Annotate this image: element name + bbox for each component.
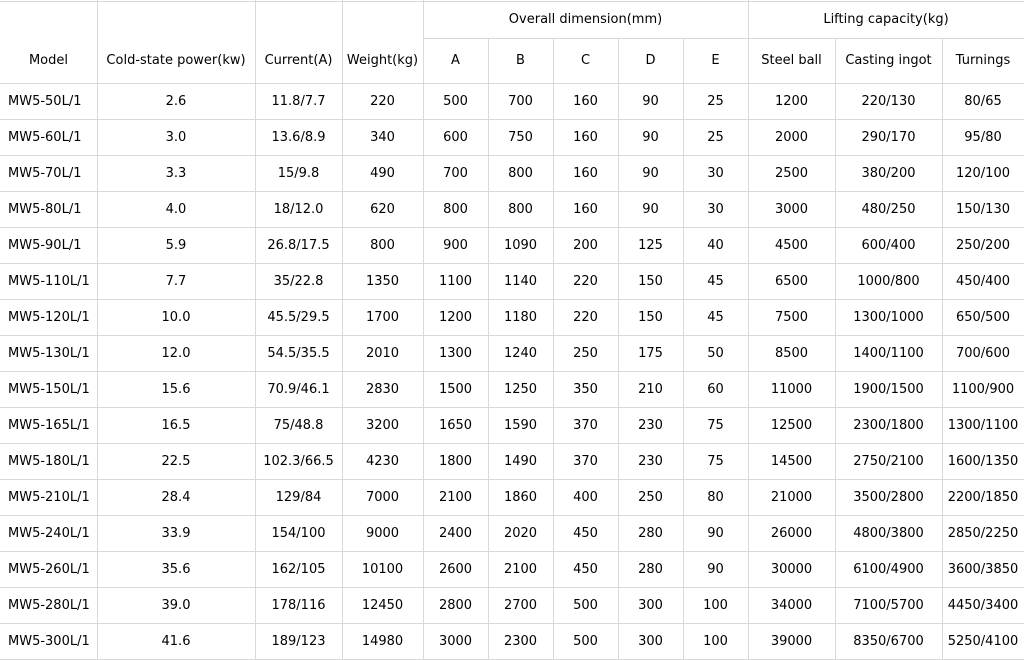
- table-cell: 13.6/8.9: [271, 129, 326, 145]
- grid-line: [0, 191, 1024, 192]
- model-cell: MW5-110L/1: [8, 273, 90, 289]
- table-cell: 250: [573, 345, 598, 361]
- table-cell: 3600/3850: [947, 561, 1019, 577]
- table-cell: 28.4: [161, 489, 191, 505]
- table-cell: 100: [703, 633, 728, 649]
- grid-line: [0, 623, 1024, 624]
- model-cell: MW5-210L/1: [8, 489, 90, 505]
- grid-line: [0, 155, 1024, 156]
- table-cell: 22.5: [161, 453, 191, 469]
- model-cell: MW5-50L/1: [8, 93, 82, 109]
- table-cell: 1200: [438, 309, 473, 325]
- table-cell: 162/105: [271, 561, 326, 577]
- table-cell: 1250: [503, 381, 538, 397]
- header-overall-dimension: Overall dimension(mm): [508, 11, 663, 27]
- grid-line: [835, 38, 836, 659]
- table-cell: 500: [443, 93, 468, 109]
- grid-line: [0, 587, 1024, 588]
- table-cell: 700: [508, 93, 533, 109]
- header-current: Current(A): [264, 53, 333, 68]
- grid-line: [942, 38, 943, 659]
- table-cell: 1600/1350: [947, 453, 1019, 469]
- table-cell: 480/250: [861, 201, 916, 217]
- grid-line: [0, 119, 1024, 120]
- table-cell: 650/500: [955, 309, 1010, 325]
- table-cell: 1400/1100: [853, 345, 924, 361]
- table-cell: 600: [443, 129, 468, 145]
- table-cell: 50: [707, 345, 724, 361]
- table-cell: 350: [573, 381, 598, 397]
- header-lifting-capacity: Lifting capacity(kg): [823, 11, 949, 27]
- table-cell: 1300: [438, 345, 473, 361]
- grid-line: [255, 0, 256, 659]
- table-cell: 3000: [774, 201, 809, 217]
- table-cell: 120/100: [955, 165, 1010, 181]
- table-cell: 15.6: [161, 381, 191, 397]
- table-cell: 900: [443, 237, 468, 253]
- table-cell: 300: [638, 633, 663, 649]
- table-cell: 12500: [770, 417, 813, 433]
- table-cell: 25: [707, 93, 724, 109]
- model-cell: MW5-90L/1: [8, 237, 82, 253]
- table-cell: 1700: [365, 309, 400, 325]
- table-cell: 2010: [365, 345, 400, 361]
- table-cell: 90: [707, 525, 724, 541]
- table-cell: 35/22.8: [273, 273, 324, 289]
- grid-line: [97, 0, 98, 659]
- grid-line: [0, 443, 1024, 444]
- table-cell: 33.9: [161, 525, 191, 541]
- table-cell: 600/400: [861, 237, 916, 253]
- table-cell: 80: [707, 489, 724, 505]
- header-dim-c: C: [580, 53, 591, 68]
- model-cell: MW5-60L/1: [8, 129, 82, 145]
- table-cell: 45.5/29.5: [267, 309, 330, 325]
- model-cell: MW5-280L/1: [8, 597, 90, 613]
- header-model: Model: [28, 53, 69, 68]
- table-cell: 60: [707, 381, 724, 397]
- table-cell: 230: [638, 453, 663, 469]
- table-cell: 154/100: [271, 525, 326, 541]
- table-cell: 8350/6700: [853, 633, 924, 649]
- table-cell: 160: [573, 165, 598, 181]
- table-cell: 200: [573, 237, 598, 253]
- table-cell: 70.9/46.1: [267, 381, 330, 397]
- table-cell: 2800: [438, 597, 473, 613]
- table-cell: 90: [642, 93, 659, 109]
- table-cell: 1140: [503, 273, 538, 289]
- table-cell: 370: [573, 417, 598, 433]
- table-cell: 5250/4100: [947, 633, 1019, 649]
- table-cell: 2300: [503, 633, 538, 649]
- table-cell: 129/84: [275, 489, 322, 505]
- table-cell: 30000: [770, 561, 813, 577]
- table-cell: 450: [573, 561, 598, 577]
- table-cell: 800: [370, 237, 395, 253]
- table-cell: 95/80: [964, 129, 1002, 145]
- header-power: Cold-state power(kw): [106, 53, 246, 68]
- table-cell: 1090: [503, 237, 538, 253]
- table-cell: 3000: [438, 633, 473, 649]
- table-cell: 2100: [503, 561, 538, 577]
- grid-line: [423, 38, 1024, 39]
- table-cell: 54.5/35.5: [267, 345, 330, 361]
- table-cell: 6500: [774, 273, 809, 289]
- table-cell: 700/600: [955, 345, 1010, 361]
- grid-line: [0, 227, 1024, 228]
- table-cell: 700: [443, 165, 468, 181]
- table-cell: 1490: [503, 453, 538, 469]
- table-cell: 800: [508, 165, 533, 181]
- table-cell: 18/12.0: [273, 201, 324, 217]
- table-cell: 1100/900: [951, 381, 1015, 397]
- grid-line: [342, 0, 343, 659]
- table-cell: 14980: [361, 633, 404, 649]
- table-cell: 1240: [503, 345, 538, 361]
- header-dim-a: A: [451, 53, 460, 68]
- table-cell: 1350: [365, 273, 400, 289]
- table-cell: 340: [370, 129, 395, 145]
- table-cell: 75: [707, 417, 724, 433]
- table-cell: 2600: [438, 561, 473, 577]
- table-cell: 370: [573, 453, 598, 469]
- table-cell: 1000/800: [857, 273, 920, 289]
- grid-line: [0, 1, 1024, 2]
- table-cell: 14500: [770, 453, 813, 469]
- table-cell: 10100: [361, 561, 404, 577]
- table-cell: 178/116: [271, 597, 326, 613]
- table-cell: 125: [638, 237, 663, 253]
- table-cell: 40: [707, 237, 724, 253]
- grid-line: [553, 38, 554, 659]
- grid-line: [683, 38, 684, 659]
- table-cell: 2200/1850: [947, 489, 1019, 505]
- table-cell: 2700: [503, 597, 538, 613]
- header-lifting-0: Steel ball: [761, 53, 822, 68]
- table-cell: 25: [707, 129, 724, 145]
- table-cell: 1800: [438, 453, 473, 469]
- table-cell: 7.7: [165, 273, 187, 289]
- model-cell: MW5-165L/1: [8, 417, 90, 433]
- table-cell: 2020: [503, 525, 538, 541]
- table-cell: 11000: [770, 381, 813, 397]
- table-cell: 230: [638, 417, 663, 433]
- table-cell: 2400: [438, 525, 473, 541]
- table-cell: 12450: [361, 597, 404, 613]
- table-cell: 450: [573, 525, 598, 541]
- grid-line: [0, 407, 1024, 408]
- table-cell: 7000: [365, 489, 400, 505]
- table-cell: 250/200: [955, 237, 1010, 253]
- table-cell: 90: [642, 201, 659, 217]
- table-cell: 500: [573, 633, 598, 649]
- grid-line: [0, 83, 1024, 84]
- model-cell: MW5-80L/1: [8, 201, 82, 217]
- header-weight: Weight(kg): [346, 53, 419, 68]
- model-cell: MW5-260L/1: [8, 561, 90, 577]
- table-cell: 41.6: [161, 633, 191, 649]
- grid-line: [0, 515, 1024, 516]
- table-cell: 1500: [438, 381, 473, 397]
- table-cell: 300: [638, 597, 663, 613]
- table-cell: 175: [638, 345, 663, 361]
- table-cell: 45: [707, 273, 724, 289]
- model-cell: MW5-130L/1: [8, 345, 90, 361]
- model-cell: MW5-120L/1: [8, 309, 90, 325]
- table-cell: 34000: [770, 597, 813, 613]
- table-cell: 6100/4900: [853, 561, 924, 577]
- table-cell: 7500: [774, 309, 809, 325]
- table-cell: 9000: [365, 525, 400, 541]
- table-cell: 160: [573, 93, 598, 109]
- table-cell: 500: [573, 597, 598, 613]
- table-cell: 90: [642, 129, 659, 145]
- table-cell: 400: [573, 489, 598, 505]
- table-cell: 620: [370, 201, 395, 217]
- table-cell: 102.3/66.5: [263, 453, 334, 469]
- table-cell: 380/200: [861, 165, 916, 181]
- table-cell: 30: [707, 165, 724, 181]
- table-cell: 189/123: [271, 633, 326, 649]
- table-cell: 10.0: [161, 309, 191, 325]
- table-cell: 1200: [774, 93, 809, 109]
- table-cell: 2100: [438, 489, 473, 505]
- table-cell: 16.5: [161, 417, 191, 433]
- table-cell: 4230: [365, 453, 400, 469]
- table-cell: 800: [508, 201, 533, 217]
- table-cell: 150: [638, 309, 663, 325]
- table-cell: 90: [642, 165, 659, 181]
- table-cell: 800: [443, 201, 468, 217]
- table-cell: 39.0: [161, 597, 191, 613]
- table-cell: 160: [573, 129, 598, 145]
- header-dim-e: E: [711, 53, 720, 68]
- table-cell: 3.3: [165, 165, 187, 181]
- table-cell: 2000: [774, 129, 809, 145]
- table-cell: 2500: [774, 165, 809, 181]
- table-cell: 75: [707, 453, 724, 469]
- grid-line: [0, 551, 1024, 552]
- table-cell: 15/9.8: [277, 165, 320, 181]
- table-cell: 75/48.8: [273, 417, 324, 433]
- table-cell: 250: [638, 489, 663, 505]
- grid-line: [488, 38, 489, 659]
- model-cell: MW5-300L/1: [8, 633, 90, 649]
- table-cell: 3500/2800: [853, 489, 924, 505]
- table-cell: 2750/2100: [853, 453, 924, 469]
- table-cell: 490: [370, 165, 395, 181]
- table-cell: 1650: [438, 417, 473, 433]
- table-cell: 1590: [503, 417, 538, 433]
- table-cell: 220/130: [861, 93, 916, 109]
- table-cell: 220: [573, 309, 598, 325]
- grid-line: [618, 38, 619, 659]
- table-cell: 2850/2250: [947, 525, 1019, 541]
- grid-line: [0, 299, 1024, 300]
- table-cell: 1900/1500: [853, 381, 924, 397]
- grid-line: [423, 0, 424, 659]
- table-cell: 2.6: [165, 93, 187, 109]
- table-cell: 220: [573, 273, 598, 289]
- table-cell: 26.8/17.5: [267, 237, 330, 253]
- header-dim-b: B: [516, 53, 525, 68]
- table-cell: 7100/5700: [853, 597, 924, 613]
- table-cell: 4500: [774, 237, 809, 253]
- table-cell: 750: [508, 129, 533, 145]
- table-cell: 1180: [503, 309, 538, 325]
- table-cell: 26000: [770, 525, 813, 541]
- table-cell: 1300/1000: [853, 309, 924, 325]
- table-cell: 8500: [774, 345, 809, 361]
- header-lifting-1: Casting ingot: [845, 53, 932, 68]
- table-cell: 280: [638, 525, 663, 541]
- model-cell: MW5-150L/1: [8, 381, 90, 397]
- table-cell: 150/130: [955, 201, 1010, 217]
- table-cell: 4450/3400: [947, 597, 1019, 613]
- table-cell: 45: [707, 309, 724, 325]
- table-cell: 80/65: [964, 93, 1002, 109]
- model-cell: MW5-240L/1: [8, 525, 90, 541]
- table-cell: 290/170: [861, 129, 916, 145]
- table-cell: 210: [638, 381, 663, 397]
- table-cell: 1300/1100: [947, 417, 1019, 433]
- table-cell: 3.0: [165, 129, 187, 145]
- table-cell: 12.0: [161, 345, 191, 361]
- table-cell: 450/400: [955, 273, 1010, 289]
- table-cell: 160: [573, 201, 598, 217]
- table-cell: 90: [707, 561, 724, 577]
- header-lifting-2: Turnings: [955, 53, 1011, 68]
- grid-line: [0, 371, 1024, 372]
- model-cell: MW5-70L/1: [8, 165, 82, 181]
- table-cell: 11.8/7.7: [271, 93, 326, 109]
- grid-line: [0, 263, 1024, 264]
- table-cell: 150: [638, 273, 663, 289]
- table-cell: 1860: [503, 489, 538, 505]
- table-cell: 35.6: [161, 561, 191, 577]
- table-cell: 5.9: [165, 237, 187, 253]
- table-cell: 39000: [770, 633, 813, 649]
- table-cell: 3200: [365, 417, 400, 433]
- table-cell: 4800/3800: [853, 525, 924, 541]
- table-cell: 220: [370, 93, 395, 109]
- grid-line: [0, 479, 1024, 480]
- table-cell: 100: [703, 597, 728, 613]
- model-cell: MW5-180L/1: [8, 453, 90, 469]
- table-cell: 21000: [770, 489, 813, 505]
- table-cell: 30: [707, 201, 724, 217]
- table-cell: 2830: [365, 381, 400, 397]
- table-cell: 1100: [438, 273, 473, 289]
- table-cell: 280: [638, 561, 663, 577]
- table-cell: 4.0: [165, 201, 187, 217]
- header-dim-d: D: [645, 53, 656, 68]
- table-cell: 2300/1800: [853, 417, 924, 433]
- grid-line: [748, 0, 749, 659]
- grid-line: [0, 335, 1024, 336]
